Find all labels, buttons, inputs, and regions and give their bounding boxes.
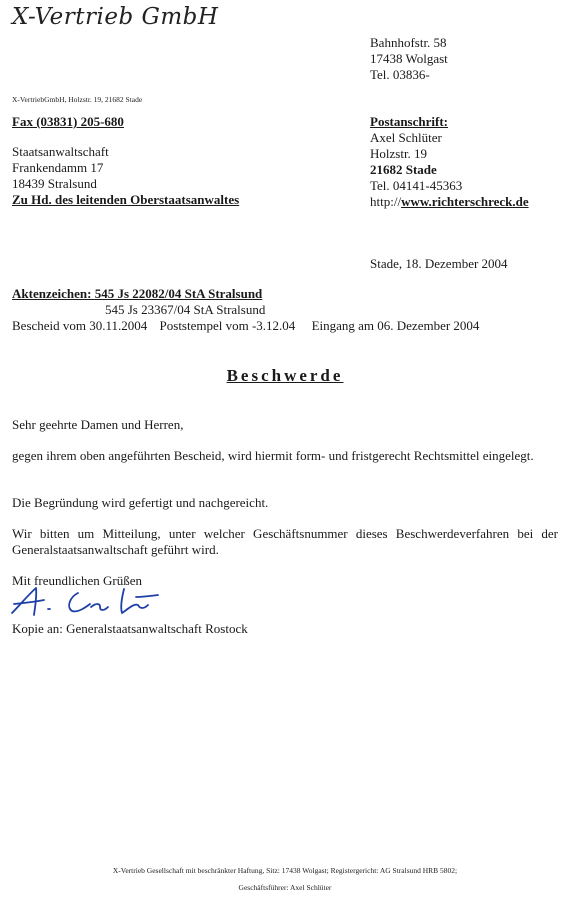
eingang-date: Eingang am 06. Dezember 2004 [311,318,480,333]
paragraph-request: Wir bitten um Mitteilung, unter welcher Geschäftsnummer dieses Beschwerdeverfahren bei der Generalstaatsanwaltschaft geführt wird. [12,526,558,557]
reference-line-1 [12,286,479,302]
company-logo: X-Vertrieb GmbH [12,4,219,30]
reference-dates [12,318,479,334]
paragraph-reasons: Die Begründung wird gefertigt und nachgereicht. [12,495,269,510]
reference-number-2: 545 Js 23367/04 StA Stralsund [105,302,266,317]
handwritten-signature [8,585,168,619]
website-prefix: http:// [370,194,402,209]
recipient-address [12,144,239,208]
postal-name: Axel Schlüter [370,130,442,145]
sender-street: Bahnhofstr. 58 [370,35,447,50]
sender-city: 17438 Wolgast [370,51,448,66]
postal-street: Holzstr. 19 [370,146,428,161]
poststempel-date: Poststempel vom -3.12.04 [159,318,296,333]
reference-label: Aktenzeichen: [12,286,92,301]
postal-city: 21682 Stade [370,162,437,177]
paragraph-remedy: gegen ihrem oben angeführten Bescheid, wird hiermit form- und fristgerecht Rechtsmittel eingelegt. [12,448,534,463]
postal-website [370,194,529,210]
copy-to: Kopie an: Generalstaatsanwaltschaft Rostock [12,621,248,636]
postal-heading: Postanschrift: [370,114,448,129]
sender-phone: Tel. 03836- [370,67,430,82]
fax-number: Fax (03831) 205-680 [12,114,124,129]
return-address-line: X-VertriebGmbH, Holzstr. 19, 21682 Stade [12,95,143,104]
sender-address [370,35,448,83]
footer-company-info: X-Vertrieb Gesellschaft mit beschränkter Haftung, Sitz: 17438 Wolgast; Registergericht: AG Stralsund HRB 5802; [112,866,458,875]
letter-title: Beschwerde [226,366,344,385]
recipient-line: Frankendamm 17 [12,160,104,175]
recipient-line: 18439 Stralsund [12,176,97,191]
closing: Mit freundlichen Grüßen [12,573,142,588]
recipient-attention: Zu Hd. des leitenden Oberstaatsanwaltes [12,192,240,207]
footer-managing-director: Geschäftsführer: Axel Schlüter [238,883,332,892]
letter-date: Stade, 18. Dezember 2004 [370,256,508,271]
bescheid-date: Bescheid vom 30.11.2004 [12,318,148,333]
recipient-line: Staatsanwaltschaft [12,144,109,159]
postal-address [370,114,529,210]
salutation: Sehr geehrte Damen und Herren, [12,417,184,432]
reference-block [12,286,479,334]
website-link[interactable]: www.richterschreck.de [401,194,529,209]
postal-phone: Tel. 04141-45363 [370,178,463,193]
reference-number-1: 545 Js 22082/04 StA Stralsund [94,286,263,301]
